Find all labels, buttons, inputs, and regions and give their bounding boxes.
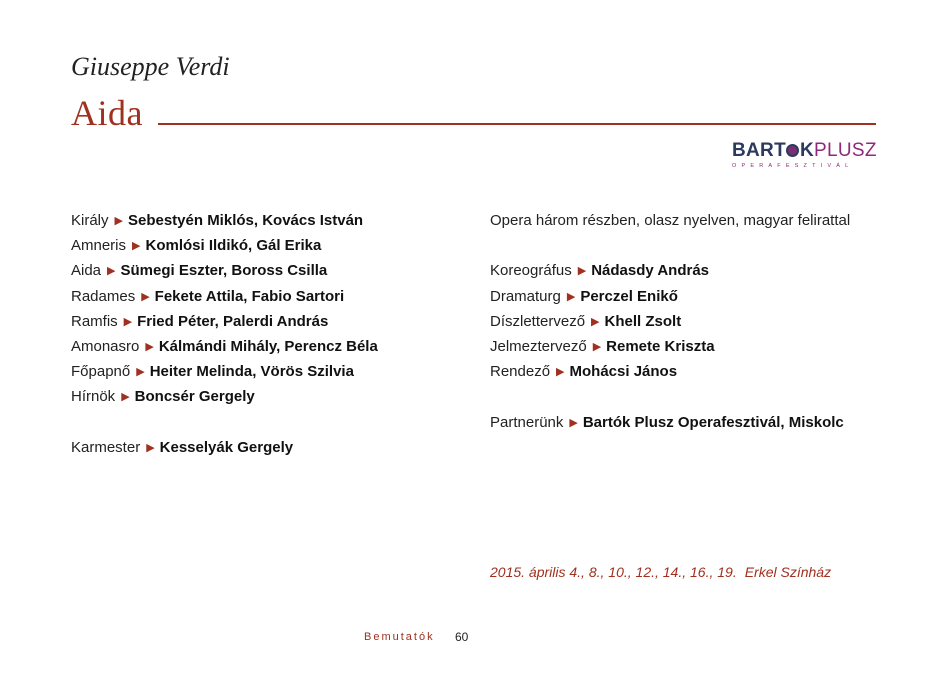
crew-role: Rendező <box>490 363 551 381</box>
spacer <box>490 386 890 411</box>
opera-description-row <box>490 210 890 235</box>
performance-dates: 2015. április 4., 8., 10., 12., 14., 16., 19. <box>490 564 737 580</box>
logo-text-plus: PLUSZ <box>814 140 877 161</box>
crew-role: Jelmeztervező <box>490 337 587 355</box>
cast-row <box>71 286 471 311</box>
arrow-icon: ▶ <box>566 290 576 303</box>
cast-names: Kálmándi Mihály, Perencz Béla <box>158 337 378 355</box>
page-number: 60 <box>455 630 469 644</box>
crew-names: Nádasdy András <box>591 262 710 280</box>
partner-row <box>490 412 890 437</box>
arrow-icon: ▶ <box>146 441 155 454</box>
conductor-row <box>71 437 471 462</box>
spacer <box>71 412 471 437</box>
logo-wordmark <box>732 140 878 162</box>
cast-names: Komlósi Ildikó, Gál Erika <box>145 237 322 255</box>
cast-role: Hírnök <box>71 388 116 406</box>
arrow-icon: ▶ <box>145 340 154 353</box>
arrow-icon: ▶ <box>569 416 578 429</box>
cast-role: Aida <box>71 262 102 280</box>
cast-names: Fried Péter, Palerdi András <box>137 312 329 330</box>
crew-names: Remete Kriszta <box>606 337 715 355</box>
cast-row <box>71 311 471 336</box>
crew-role: Díszlettervező <box>490 312 586 330</box>
cast-row <box>71 361 471 386</box>
cast-role: Amonasro <box>71 337 140 355</box>
opera-title: Aida <box>71 93 143 133</box>
cast-row <box>71 210 471 235</box>
crew-role: Dramaturg <box>490 287 561 305</box>
logo-subtitle: OPERAFESZTIVÁL <box>732 163 854 169</box>
cast-row <box>71 336 471 361</box>
crew-row <box>490 260 890 285</box>
cast-list <box>71 210 471 462</box>
performance-venue: Erkel Színház <box>744 564 832 580</box>
logo-text-bart: BART <box>732 140 786 161</box>
crew-role: Koreográfus <box>490 262 572 280</box>
arrow-icon: ▶ <box>592 340 602 353</box>
cast-names: Heiter Melinda, Vörös Szilvia <box>149 363 354 381</box>
logo-text-k: K <box>799 140 815 161</box>
arrow-icon: ▶ <box>132 240 141 253</box>
crew-row <box>490 311 890 336</box>
arrow-icon: ▶ <box>591 315 600 328</box>
composer-name: Giuseppe Verdi <box>71 52 230 81</box>
crew-row <box>490 286 890 311</box>
logo-o-dot-icon <box>786 144 799 157</box>
arrow-icon: ▶ <box>121 391 130 404</box>
cast-names: Boncsér Gergely <box>134 388 255 406</box>
cast-role: Ramfis <box>71 312 118 330</box>
bartok-plusz-logo <box>732 140 878 170</box>
crew-names: Perczel Enikő <box>580 287 678 305</box>
performance-dates-line <box>490 564 831 580</box>
footer-section-label: Bemutatók <box>364 631 435 643</box>
arrow-icon: ▶ <box>577 265 587 278</box>
arrow-icon: ▶ <box>107 265 116 278</box>
arrow-icon: ▶ <box>114 215 123 227</box>
crew-row <box>490 361 890 386</box>
cast-role: Amneris <box>71 237 127 255</box>
arrow-icon: ▶ <box>141 290 150 303</box>
conductor-role: Karmester <box>71 438 141 456</box>
cast-row <box>71 235 471 260</box>
cast-names: Sebestyén Miklós, Kovács István <box>127 212 364 229</box>
crew-list <box>490 210 890 437</box>
title-divider <box>158 123 876 125</box>
cast-role: Király <box>71 212 109 229</box>
arrow-icon: ▶ <box>556 366 565 379</box>
cast-names: Fekete Attila, Fabio Sartori <box>154 287 345 305</box>
cast-role: Főpapnő <box>71 363 131 381</box>
cast-role: Radames <box>71 287 136 305</box>
opera-description: Opera három részben, olasz nyelven, magyar felirattal <box>490 212 851 229</box>
spacer <box>490 235 890 260</box>
conductor-name: Kesselyák Gergely <box>159 438 294 456</box>
arrow-icon: ▶ <box>123 315 133 328</box>
crew-row <box>490 336 890 361</box>
partner-name: Bartók Plusz Operafesztivál, Miskolc <box>582 413 844 431</box>
crew-names: Mohácsi János <box>569 363 678 381</box>
partner-role: Partnerünk <box>490 413 564 431</box>
arrow-icon: ▶ <box>136 366 145 379</box>
cast-names: Sümegi Eszter, Boross Csilla <box>120 262 328 280</box>
cast-row <box>71 260 471 285</box>
crew-names: Khell Zsolt <box>604 312 682 330</box>
cast-row <box>71 386 471 411</box>
